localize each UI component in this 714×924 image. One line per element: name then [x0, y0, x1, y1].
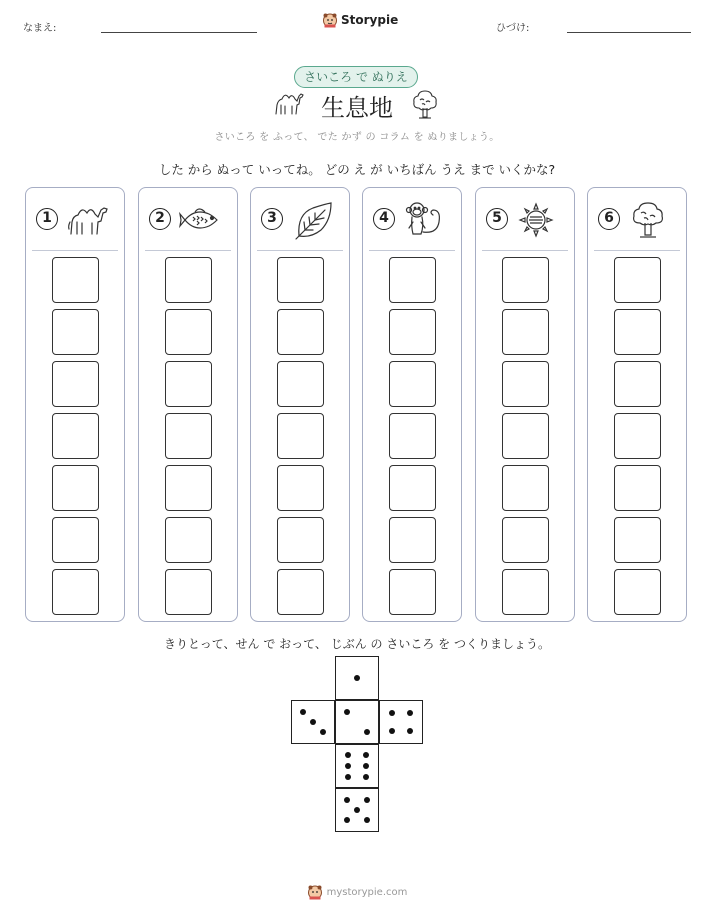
color-box[interactable]	[277, 517, 324, 563]
color-box[interactable]	[165, 257, 212, 303]
color-box[interactable]	[165, 413, 212, 459]
column-divider	[369, 250, 455, 251]
color-box[interactable]	[52, 413, 99, 459]
color-box[interactable]	[502, 257, 549, 303]
column-header	[26, 188, 124, 250]
color-box[interactable]	[165, 361, 212, 407]
die-face-3	[291, 700, 335, 744]
pip	[364, 729, 370, 735]
pip	[389, 710, 395, 716]
pip	[407, 728, 413, 734]
column-number: 6	[598, 208, 620, 230]
pip	[363, 752, 369, 758]
footer-url[interactable]: mystorypie.com	[326, 886, 408, 898]
pip	[389, 728, 395, 734]
column-number: 4	[373, 208, 395, 230]
brand-name: Storypie	[341, 13, 399, 27]
column-4	[362, 187, 462, 622]
color-box[interactable]	[165, 309, 212, 355]
column-1	[25, 187, 125, 622]
color-box[interactable]	[52, 465, 99, 511]
pip	[344, 709, 350, 715]
color-box[interactable]	[389, 361, 436, 407]
cut-instruction: きりとって、せん で おって、 じぶん の さいころ を つくりましょう。	[164, 637, 550, 651]
pip	[344, 797, 350, 803]
name-label: なまえ:	[23, 23, 57, 34]
color-box[interactable]	[389, 413, 436, 459]
monkey-icon	[403, 200, 449, 240]
title-row	[0, 88, 714, 124]
camel-icon	[66, 200, 112, 240]
color-box[interactable]	[502, 569, 549, 615]
column-6	[587, 187, 687, 622]
column-divider	[32, 250, 118, 251]
color-box[interactable]	[389, 465, 436, 511]
color-box[interactable]	[502, 465, 549, 511]
brand	[322, 12, 398, 28]
pip	[345, 752, 351, 758]
color-box[interactable]	[389, 309, 436, 355]
color-box[interactable]	[165, 465, 212, 511]
color-box[interactable]	[277, 361, 324, 407]
pip	[344, 817, 350, 823]
column-header	[139, 188, 237, 250]
leaf-icon	[291, 200, 337, 240]
color-box[interactable]	[277, 413, 324, 459]
pip	[345, 763, 351, 769]
color-box[interactable]	[389, 257, 436, 303]
color-box[interactable]	[614, 465, 661, 511]
pip	[345, 774, 351, 780]
column-3	[250, 187, 350, 622]
storypie-logo-icon	[307, 884, 323, 900]
color-box[interactable]	[52, 309, 99, 355]
color-box[interactable]	[52, 257, 99, 303]
column-header	[251, 188, 349, 250]
pip	[300, 709, 306, 715]
column-header	[588, 188, 686, 250]
column-5	[475, 187, 575, 622]
column-2	[138, 187, 238, 622]
storypie-logo-icon	[322, 12, 338, 28]
page-title: 生息地	[321, 94, 393, 122]
color-box[interactable]	[52, 517, 99, 563]
die-face-4	[379, 700, 423, 744]
color-box[interactable]	[502, 413, 549, 459]
pip	[363, 774, 369, 780]
color-box[interactable]	[502, 517, 549, 563]
color-box[interactable]	[502, 309, 549, 355]
sun-icon	[516, 200, 562, 240]
pip	[354, 675, 360, 681]
color-box[interactable]	[52, 569, 99, 615]
color-box[interactable]	[614, 361, 661, 407]
color-box[interactable]	[389, 569, 436, 615]
color-box[interactable]	[277, 257, 324, 303]
column-header	[476, 188, 574, 250]
tree-icon	[410, 88, 440, 120]
tree-icon	[628, 200, 674, 240]
pip	[364, 817, 370, 823]
column-divider	[482, 250, 568, 251]
color-box[interactable]	[614, 413, 661, 459]
color-box[interactable]	[614, 309, 661, 355]
pip	[364, 797, 370, 803]
column-divider	[145, 250, 231, 251]
date-line	[567, 32, 691, 33]
color-box[interactable]	[277, 569, 324, 615]
column-number: 1	[36, 208, 58, 230]
die-face-5	[335, 788, 379, 832]
name-line	[101, 32, 257, 33]
color-box[interactable]	[165, 569, 212, 615]
pip	[354, 807, 360, 813]
pip	[407, 710, 413, 716]
color-box[interactable]	[277, 309, 324, 355]
column-header	[363, 188, 461, 250]
pip	[310, 719, 316, 725]
color-box[interactable]	[165, 517, 212, 563]
color-box[interactable]	[614, 569, 661, 615]
column-divider	[257, 250, 343, 251]
pip	[320, 729, 326, 735]
color-box[interactable]	[502, 361, 549, 407]
column-number: 2	[149, 208, 171, 230]
die-face-1	[335, 656, 379, 700]
column-number: 3	[261, 208, 283, 230]
column-divider	[594, 250, 680, 251]
footer	[0, 884, 714, 900]
die-face-6	[335, 744, 379, 788]
subtitle: さいころ を ふって、 でた かず の コラム を ぬりましょう。	[214, 132, 500, 143]
date-label: ひづけ:	[496, 23, 530, 34]
color-box[interactable]	[614, 257, 661, 303]
title-pill: さいころ で ぬりえ	[294, 66, 418, 88]
column-number: 5	[486, 208, 508, 230]
pip	[363, 763, 369, 769]
color-box[interactable]	[52, 361, 99, 407]
color-box[interactable]	[389, 517, 436, 563]
instruction: した から ぬって いってね。 どの え が いちばん うえ まで いくかな?	[158, 162, 556, 177]
color-box[interactable]	[614, 517, 661, 563]
die-face-2	[335, 700, 379, 744]
fish-icon	[179, 200, 225, 240]
color-box[interactable]	[277, 465, 324, 511]
